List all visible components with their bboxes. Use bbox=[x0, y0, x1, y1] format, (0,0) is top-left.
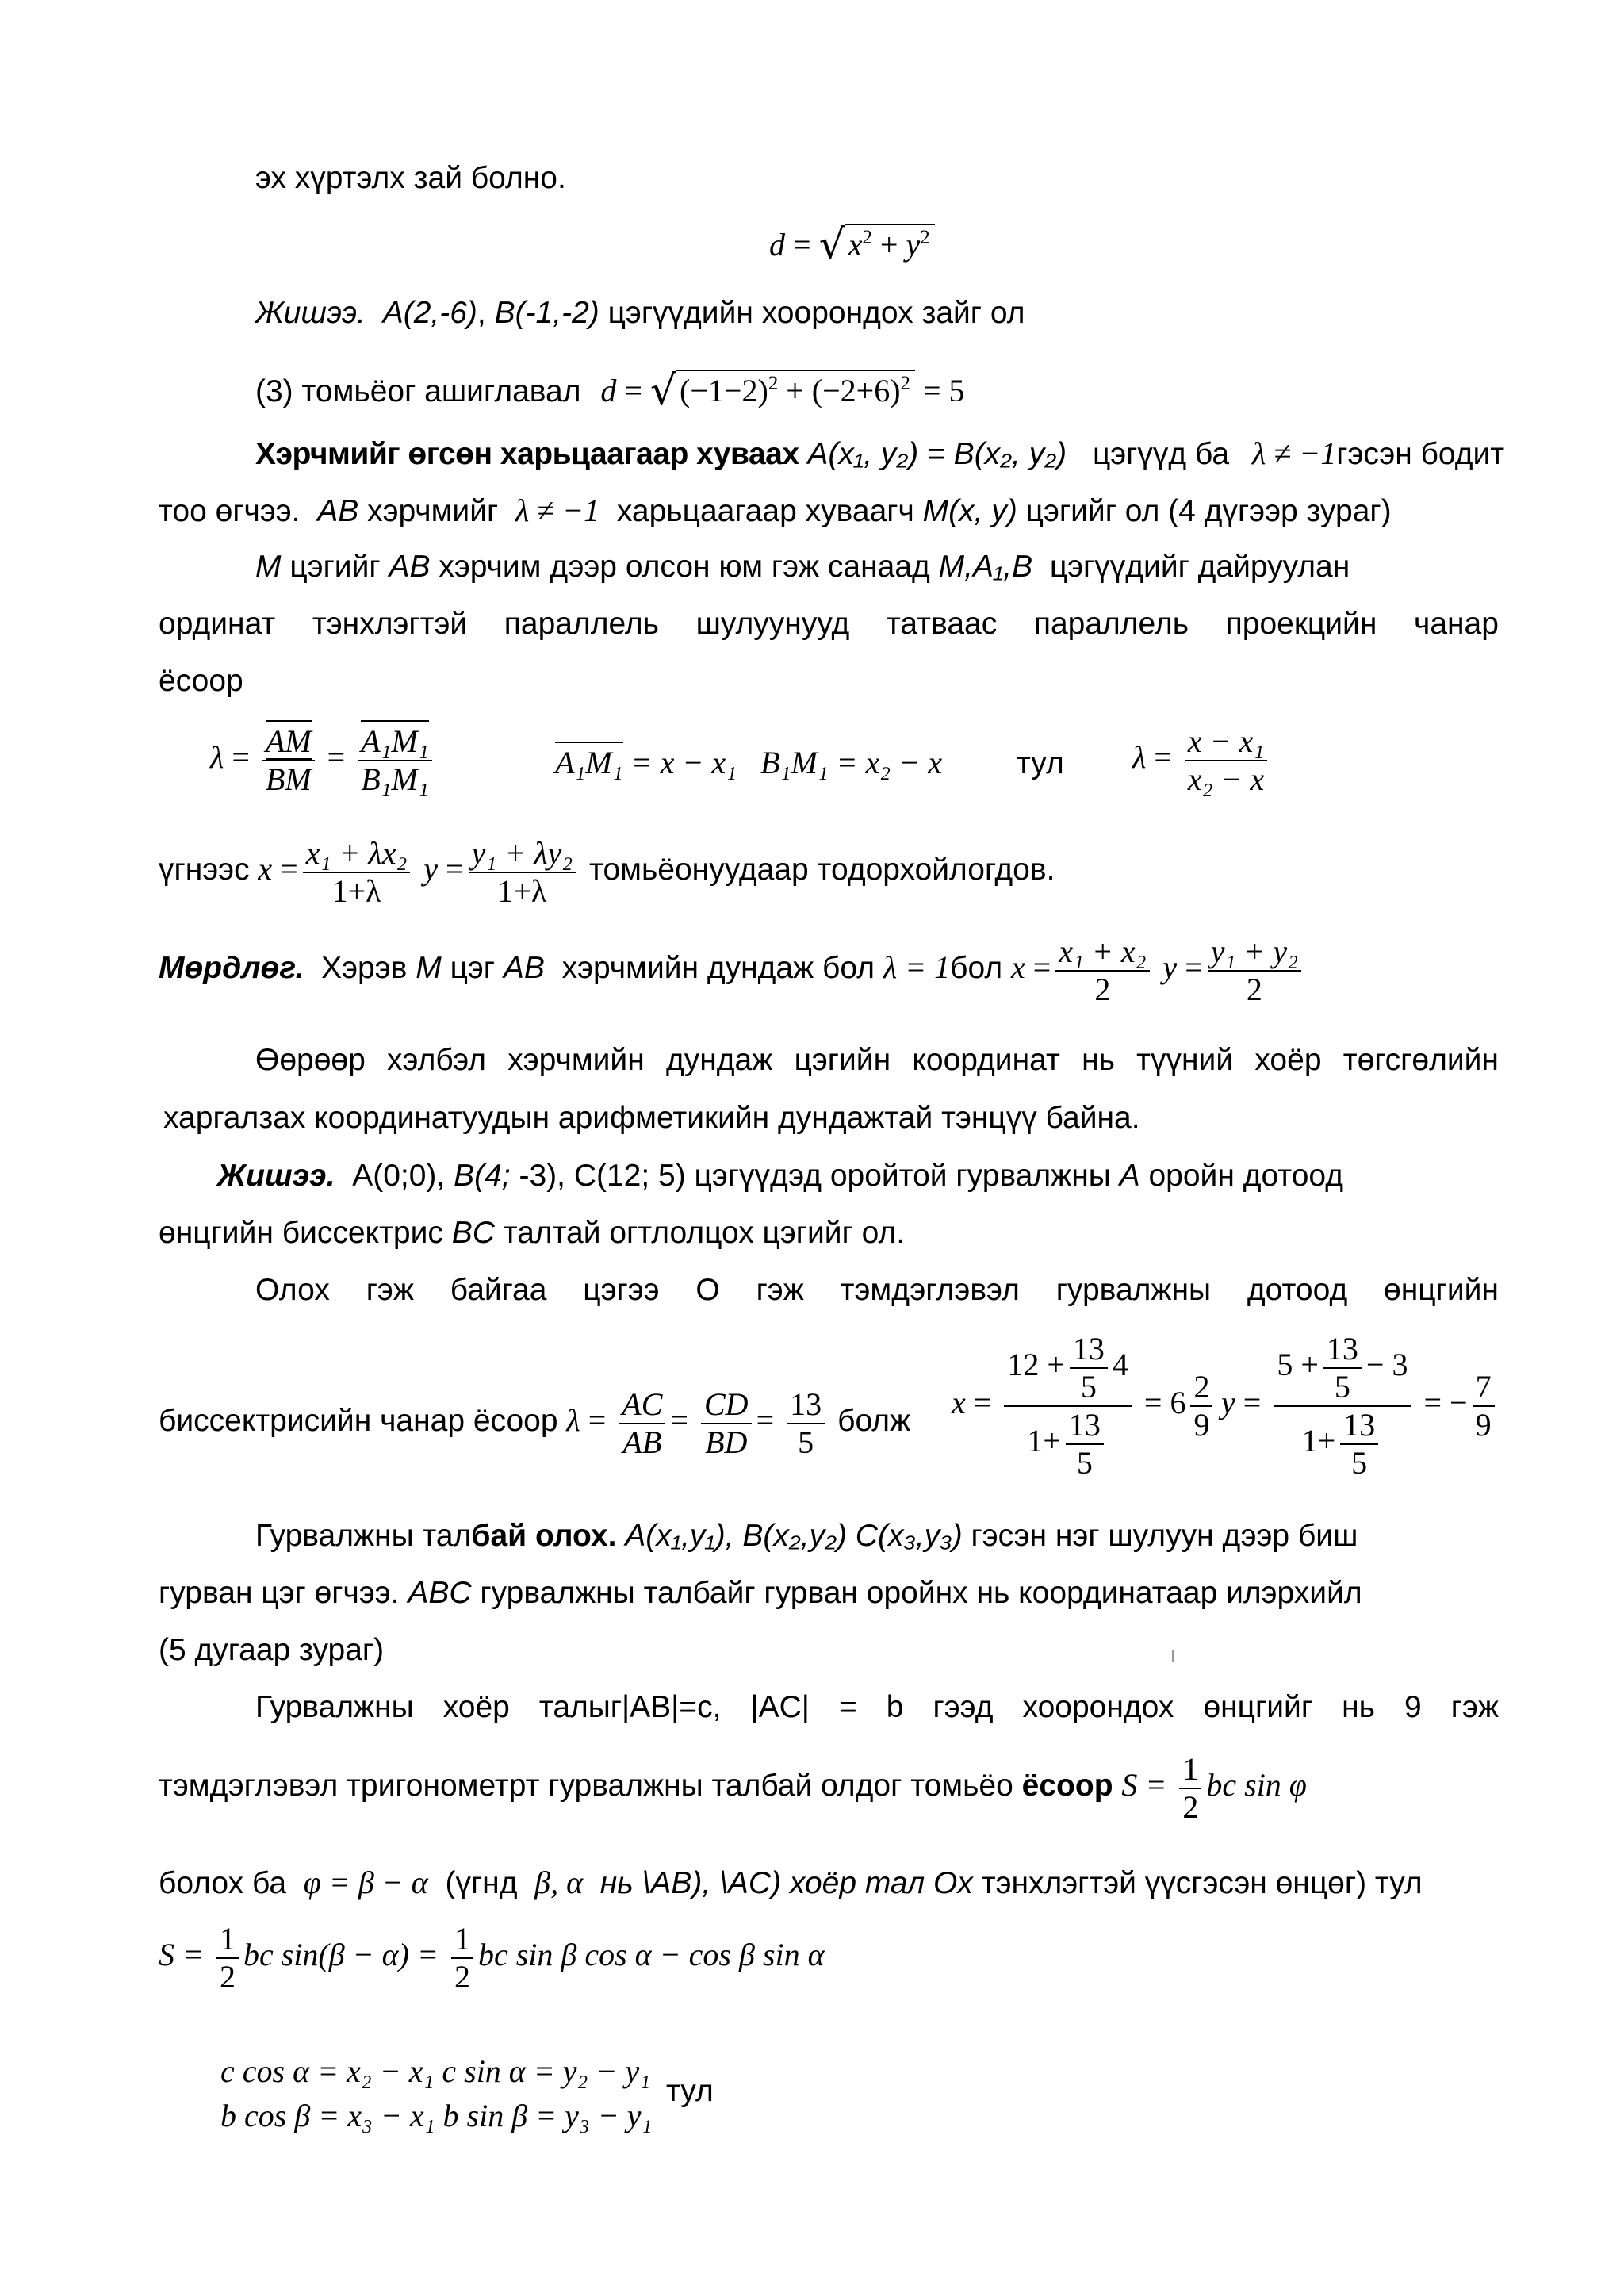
word: төгсгөлийн bbox=[1342, 1043, 1499, 1077]
axis-ox: Ox bbox=[933, 1866, 973, 1900]
text-line bbox=[159, 1215, 905, 1252]
points-definition: A(x₁, y₂) = B(x₂, y₂) bbox=[807, 437, 1067, 471]
text-fragment: нь \AB), \AC) хоёр тал bbox=[599, 1866, 925, 1900]
text-fragment: биссектрисийн чанар ёсоор bbox=[159, 1404, 558, 1439]
denominator: AB bbox=[622, 1424, 662, 1460]
text-fragment: болж bbox=[837, 1404, 911, 1439]
x-result-formula: x = 12 + $\frac{13}{5}$ 4 1+ $\frac{13}{5}$ = 6 $\frac{2}{9}$ bbox=[952, 1331, 1217, 1481]
numerator: 13 bbox=[1070, 1331, 1108, 1369]
math-symbol: y bbox=[1162, 949, 1178, 986]
math-symbol: 2 bbox=[862, 227, 872, 249]
vector-bm: BM bbox=[266, 758, 312, 797]
numerator: 7 bbox=[1473, 1369, 1495, 1407]
point-m: M(x, y) bbox=[922, 494, 1017, 528]
math-symbol: x bbox=[848, 227, 863, 263]
math-term: B₁M₁ = x₂ − x bbox=[760, 745, 942, 780]
vector-a1m1: A₁M₁ bbox=[361, 720, 429, 759]
point-m: M bbox=[416, 951, 442, 986]
distance-computation: d = √ $(-1-2)^2 + (-2+6)^2 = 5$ bbox=[600, 367, 965, 415]
text-line bbox=[159, 1575, 1362, 1612]
math-symbol: d bbox=[769, 227, 785, 263]
math-symbol: 2 bbox=[900, 373, 910, 395]
word: шулуунууд bbox=[695, 607, 850, 641]
example-label: Жишээ. bbox=[217, 1159, 335, 1193]
word: татваас bbox=[886, 607, 998, 641]
lambda-condition: λ ≠ −1 bbox=[515, 493, 600, 528]
denominator: 2 bbox=[1094, 972, 1111, 1007]
text-fragment: цэгийг ол (4 дүгээр зураг) bbox=[1025, 494, 1392, 528]
math-term: bc sin β cos α − cos β sin α bbox=[477, 1937, 825, 1973]
numerator: x₁ + λx₂ bbox=[303, 835, 411, 873]
denominator: 1+λ bbox=[497, 873, 547, 909]
math-term: 1+ bbox=[1027, 1423, 1061, 1459]
text-fragment: цэгүүд ба bbox=[1092, 437, 1230, 471]
segment-ab: AB bbox=[317, 494, 359, 528]
word: 9 bbox=[1404, 1690, 1422, 1724]
section-line bbox=[255, 1518, 1358, 1555]
word: байгаа bbox=[450, 1273, 547, 1307]
points-list: M,A₁,B bbox=[938, 550, 1033, 584]
denominator: BD bbox=[705, 1424, 748, 1460]
word: гурвалжны bbox=[1055, 1273, 1212, 1307]
text-fragment: хэрчим дээр олсон юм гэж санаад bbox=[439, 550, 930, 584]
word: хоёр bbox=[1254, 1043, 1322, 1077]
math-symbol: λ bbox=[1132, 739, 1147, 776]
midpoint-y-formula: y = $\frac{\text{y₁ + y₂}}{2}$ bbox=[1162, 949, 1306, 985]
math-term: (−1−2) bbox=[680, 373, 768, 408]
coordinate-formula-line bbox=[159, 835, 1055, 910]
denominator: 2 bbox=[1246, 972, 1262, 1007]
numerator: 13 bbox=[1323, 1331, 1362, 1369]
denominator: 2 bbox=[1182, 1789, 1199, 1825]
math-term: 4 bbox=[1112, 1347, 1128, 1383]
numerator: 13 bbox=[1066, 1407, 1104, 1445]
text-fragment: хэрчмийн дундаж бол bbox=[561, 951, 875, 986]
numerator: 13 bbox=[787, 1386, 825, 1424]
y-result-formula: y = 5 + $\frac{13}{5}$ − 3 1+ $\frac{13}{5}$ = − $\frac{7}{9}$ bbox=[1221, 1331, 1500, 1481]
word: |AC| bbox=[750, 1690, 810, 1724]
math-symbol: y bbox=[1221, 1385, 1235, 1421]
text-fragment: гурван цэг өгчээ. bbox=[159, 1576, 400, 1610]
math-result: = 5 bbox=[922, 373, 965, 408]
word: параллель bbox=[1033, 607, 1189, 641]
justified-line bbox=[159, 606, 1499, 643]
word: чанар bbox=[1414, 607, 1499, 641]
text-line bbox=[159, 1864, 1423, 1903]
point-m: M bbox=[255, 550, 282, 584]
conjunction: тул bbox=[666, 2074, 714, 2108]
math-term: − 3 bbox=[1365, 1347, 1408, 1383]
word: Олох bbox=[255, 1273, 330, 1307]
word: хэлбэл bbox=[387, 1043, 487, 1077]
fraction bbox=[262, 723, 315, 798]
numerator: 2 bbox=[1190, 1369, 1212, 1407]
numerator: 1 bbox=[1179, 1751, 1201, 1789]
text-line: ёсоор bbox=[159, 664, 243, 698]
points-definition: A(x₁,y₁), B(x₂,y₂) C(x₃,y₃) bbox=[625, 1519, 963, 1553]
word: өнцгийн bbox=[1384, 1273, 1499, 1307]
lambda-bisector-formula: λ = $\frac{AC}{AB}$ = $\frac{CD}{BD}$ = $\frac{13}{5}$ bbox=[566, 1402, 837, 1438]
area-expansion-formula bbox=[159, 1921, 825, 1995]
word: талыг|AB|=c, bbox=[538, 1690, 722, 1724]
corollary-line bbox=[159, 933, 1306, 1008]
lambda-ratio-formula: λ = $\frac{AM}{BM}$ = $\frac{\text{A₁M₁}}{\text{B₁M₁}}$ bbox=[210, 723, 437, 798]
word: хэрчмийн bbox=[508, 1043, 645, 1077]
example-line bbox=[255, 295, 1025, 332]
lambda-value: λ = 1 bbox=[883, 949, 951, 986]
math-term: bc sin(β − α) = bbox=[243, 1937, 439, 1973]
conjunction: тул bbox=[1017, 746, 1064, 780]
denominator: 5 bbox=[1080, 1369, 1097, 1405]
math-term: 1+ bbox=[1301, 1423, 1336, 1459]
denominator: 5 bbox=[798, 1424, 814, 1460]
lambda-result-formula: λ = $\frac{\text{x − x₁}}{\text{x₂ − x}}$ bbox=[1132, 723, 1272, 798]
denominator: 5 bbox=[1076, 1445, 1093, 1481]
text-fragment: оройн дотоод bbox=[1148, 1159, 1344, 1193]
math-term: S = bbox=[159, 1937, 204, 1973]
math-symbol: d bbox=[600, 373, 617, 408]
text-line: (5 дугаар зураг) bbox=[159, 1633, 385, 1667]
example-label: Жишээ. bbox=[255, 296, 366, 330]
text-fragment: цэгүүдийн хоорондох зайг ол bbox=[599, 296, 1025, 330]
text-fragment: томьёонуудаар тодорхойлогдов. bbox=[589, 853, 1055, 887]
point-a: A(2,-6) bbox=[382, 296, 477, 330]
math-term: = − bbox=[1423, 1385, 1468, 1421]
section-heading: бай олох. bbox=[471, 1519, 617, 1553]
fraction bbox=[1185, 723, 1267, 798]
text-fragment: цэгийг bbox=[289, 550, 381, 584]
math-symbol: 2 bbox=[920, 227, 930, 249]
word: цэгийн bbox=[794, 1043, 891, 1077]
page-marker bbox=[1172, 1650, 1174, 1662]
math-symbol: y bbox=[906, 227, 921, 263]
text-fragment: харьцаагаар хуваагч bbox=[616, 494, 914, 528]
math-term: = x − x₁ bbox=[630, 745, 737, 780]
numerator: 1 bbox=[216, 1921, 239, 1959]
projection-formula bbox=[555, 744, 942, 782]
corollary-label: Мөрдлөг. bbox=[159, 951, 304, 986]
denominator: x₂ − x bbox=[1187, 761, 1265, 797]
word: тэмдэглэвэл bbox=[840, 1273, 1020, 1307]
numerator: 1 bbox=[451, 1921, 473, 1959]
text-fragment: бол bbox=[950, 951, 1003, 986]
text-fragment: цэг bbox=[450, 951, 496, 986]
word: проекцийн bbox=[1225, 607, 1377, 641]
math-symbol: λ bbox=[210, 739, 224, 776]
numerator: CD bbox=[701, 1386, 752, 1424]
text-fragment: (3) томьёог ашиглавал bbox=[255, 374, 581, 408]
math-term: (−2+6) bbox=[811, 373, 901, 408]
lambda-condition: λ ≠ −1 bbox=[1251, 435, 1337, 471]
math-symbol: 2 bbox=[768, 373, 779, 395]
text-fragment: тэмдэглэвэл тригонометрт гурвалжны талбай олдог томьёо bbox=[159, 1769, 1013, 1803]
text-line: харгалзах координатуудын арифметикийн дундажтай тэнцүү байна. bbox=[163, 1101, 1140, 1135]
compound-fraction bbox=[1274, 1331, 1411, 1481]
text-fragment: Хэрэв bbox=[321, 951, 408, 986]
math-term: = 6 bbox=[1143, 1385, 1186, 1421]
point-b: B(-1,-2) bbox=[494, 296, 599, 330]
text-fragment: (үгнд bbox=[445, 1866, 518, 1900]
math-term: bc sin φ bbox=[1206, 1767, 1307, 1803]
numerator: 13 bbox=[1340, 1407, 1378, 1445]
text-fragment: гэсэн нэг шулуун дээр биш bbox=[971, 1519, 1358, 1553]
justified-line bbox=[255, 1689, 1499, 1727]
text-fragment: гэсэн бодит bbox=[1336, 437, 1505, 471]
math-symbol: λ bbox=[566, 1402, 580, 1439]
word: өнцгийг bbox=[1203, 1690, 1313, 1724]
word: = bbox=[838, 1690, 857, 1724]
word: гэж bbox=[366, 1273, 414, 1307]
point-a: A(0;0), bbox=[352, 1159, 446, 1193]
text-fragment: тэнхлэгтэй үүсгэсэн өнцөг) тул bbox=[981, 1866, 1423, 1900]
text-fragment: хэрчмийг bbox=[367, 494, 499, 528]
text-fragment: цэгүүдийг дайруулан bbox=[1049, 550, 1350, 584]
radicand: $(-1-2)^2 + (-2+6)^2$ bbox=[676, 370, 915, 408]
x-formula: x = $\frac{\text{x₁ + λx₂}}{1+\lambda}$ bbox=[258, 851, 415, 887]
math-symbol: x bbox=[952, 1385, 966, 1421]
numerator: x − x₁ bbox=[1185, 723, 1267, 761]
word: хоорондох bbox=[1022, 1690, 1174, 1724]
radicand: $x^2 + y^2$ bbox=[845, 224, 935, 263]
denominator: 5 bbox=[1334, 1369, 1350, 1405]
vector-am: AM bbox=[266, 720, 312, 759]
area-formula bbox=[1121, 1751, 1307, 1825]
math-symbol: y bbox=[423, 851, 438, 887]
text-fragment: гурвалжны талбайг гурван оройнх нь координатаар илэрхийл bbox=[480, 1576, 1362, 1610]
point-b: B(4; bbox=[454, 1159, 511, 1193]
word: гэж bbox=[1450, 1690, 1499, 1724]
word: Өөрөөр bbox=[255, 1043, 366, 1077]
justified-line bbox=[255, 1042, 1499, 1079]
text-fragment: Гурвалжны тал bbox=[255, 1519, 472, 1553]
word: нь bbox=[1342, 1690, 1375, 1724]
word: b bbox=[886, 1690, 904, 1724]
math-term: S = bbox=[1121, 1767, 1167, 1803]
text-fragment: талтай огтлолцох цэгийг ол. bbox=[503, 1216, 906, 1250]
vertex-a: A bbox=[1119, 1159, 1140, 1193]
word: цэгээ bbox=[583, 1273, 660, 1307]
word: түүний bbox=[1136, 1043, 1234, 1077]
angles: β, α bbox=[534, 1865, 584, 1900]
math-symbol: x bbox=[1010, 949, 1025, 986]
numerator: y₁ + λy₂ bbox=[469, 835, 576, 873]
word: тэнхлэгтэй bbox=[312, 607, 468, 641]
math-symbol: x bbox=[258, 851, 273, 887]
midpoint-x-formula: x = $\frac{\text{x₁ + x₂}}{2}$ bbox=[1011, 949, 1155, 985]
word: гэж bbox=[756, 1273, 804, 1307]
segment-ab: AB bbox=[503, 951, 545, 986]
trig-coordinates-2: b cos β = x₃ − x₁ b sin β = y₃ − y₁ bbox=[220, 2098, 653, 2133]
text-fragment: үгнээс bbox=[159, 853, 250, 887]
text-line bbox=[159, 492, 1392, 531]
emphasis: ёсоор bbox=[1021, 1769, 1113, 1803]
fraction bbox=[358, 723, 432, 798]
word: нь bbox=[1082, 1043, 1115, 1077]
radical-sign: √ bbox=[649, 367, 677, 415]
word: хоёр bbox=[442, 1690, 510, 1724]
bisector-computation-line bbox=[159, 1386, 910, 1461]
denominator: 9 bbox=[1475, 1407, 1492, 1443]
segment-ab: AB bbox=[389, 550, 431, 584]
text-fragment: тоо өгчээ. bbox=[159, 494, 301, 528]
word: дундаж bbox=[665, 1043, 773, 1077]
word: ординат bbox=[159, 607, 276, 641]
section-line bbox=[255, 435, 1505, 473]
text-fragment: өнцгийн биссектрис bbox=[159, 1216, 443, 1250]
radical-sign: √ bbox=[818, 221, 845, 269]
word: координат bbox=[912, 1043, 1060, 1077]
triangle-abc: ABC bbox=[408, 1576, 472, 1610]
y-formula: y = $\frac{\text{y₁ + λy₂}}{1+\lambda}$ bbox=[423, 851, 580, 887]
text-line: эх хүртэлх зай болно. bbox=[255, 161, 566, 195]
denominator: 9 bbox=[1193, 1407, 1210, 1443]
word: гээд bbox=[933, 1690, 994, 1724]
math-symbol: = bbox=[793, 227, 811, 263]
word: параллель bbox=[504, 607, 659, 641]
denominator: 1+λ bbox=[331, 873, 381, 909]
text-fragment: болох ба bbox=[159, 1866, 287, 1900]
text-line bbox=[255, 549, 1350, 586]
example-line bbox=[217, 1158, 1343, 1195]
segment-b1m1: B₁M₁ bbox=[361, 761, 429, 797]
formula-application-line bbox=[255, 366, 965, 416]
math-term: 5 + bbox=[1277, 1347, 1319, 1383]
numerator: x₁ + x₂ bbox=[1055, 933, 1149, 972]
math-term: 12 + bbox=[1007, 1347, 1065, 1383]
compound-fraction bbox=[1004, 1331, 1132, 1481]
side-bc: BC bbox=[451, 1216, 495, 1250]
word: дотоод bbox=[1247, 1273, 1348, 1307]
denominator: 2 bbox=[220, 1959, 236, 1995]
word: Гурвалжны bbox=[255, 1690, 414, 1724]
section-heading: Хэрчмийг өгсөн харьцаагаар хуваах bbox=[255, 437, 799, 471]
numerator: AC bbox=[619, 1386, 665, 1424]
trig-coordinates-1: c cos α = x₂ − x₁ c sin α = y₂ − y₁ bbox=[220, 2053, 651, 2089]
distance-formula bbox=[769, 220, 935, 270]
text-fragment: , bbox=[477, 296, 495, 330]
numerator: y₁ + y₂ bbox=[1208, 933, 1301, 972]
area-formula-line bbox=[159, 1751, 1307, 1826]
phi-formula: φ = β − α bbox=[303, 1865, 428, 1900]
text-fragment: -3), C(12; 5) цэгүүдэд оройтой гурвалжны bbox=[519, 1159, 1111, 1193]
word: O bbox=[695, 1273, 720, 1307]
denominator: 5 bbox=[1351, 1445, 1368, 1481]
justified-line bbox=[255, 1272, 1499, 1309]
denominator: 2 bbox=[454, 1959, 470, 1995]
vector-a1m1: A₁M₁ bbox=[555, 742, 623, 780]
